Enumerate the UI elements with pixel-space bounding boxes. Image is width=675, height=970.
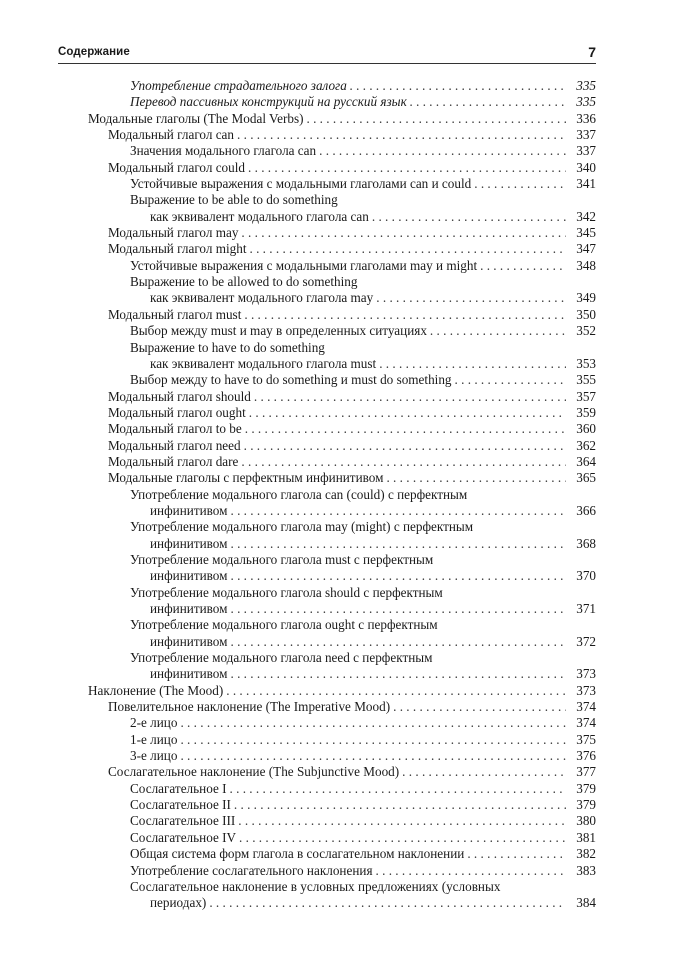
- toc-entry: [88, 503, 596, 519]
- toc-entry: [88, 111, 596, 127]
- dot-leader: [319, 143, 566, 159]
- toc-entry-page: 381: [576, 829, 596, 845]
- toc-entry-title: Наклонение (The Mood): [88, 682, 224, 698]
- toc-entry-title: Сослагательное II: [130, 797, 231, 813]
- toc-entry-page: 350: [576, 306, 596, 322]
- table-of-contents: [88, 78, 596, 912]
- toc-entry-page: 377: [576, 764, 596, 780]
- toc-entry-title: Модальный глагол to be: [108, 421, 242, 437]
- toc-entry-title: как эквивалент модального глагола must: [150, 355, 377, 371]
- toc-entry-title: Устойчивые выражения с модальными глаголами may и might: [130, 257, 478, 273]
- toc-entry-page: 376: [576, 748, 596, 764]
- dot-leader: [230, 536, 566, 552]
- toc-entry-page: 353: [576, 355, 596, 371]
- toc-entry-title: Сослагательное наклонение в условных предложениях (условных: [130, 878, 501, 894]
- toc-entry-page: 360: [576, 421, 596, 437]
- dot-leader: [180, 732, 566, 748]
- toc-entry-page: 368: [576, 535, 596, 551]
- dot-leader: [430, 323, 566, 339]
- toc-entry-page: 364: [576, 453, 596, 469]
- toc-entry: [88, 258, 596, 274]
- toc-entry-title: Употребление модального глагола ought с перфектным: [130, 617, 438, 633]
- dot-leader: [244, 438, 566, 454]
- toc-entry-title: Выражение to have to do something: [130, 339, 325, 355]
- dot-leader: [239, 830, 566, 846]
- toc-entry-page: 383: [576, 862, 596, 878]
- toc-entry-title: Сослагательное IV: [130, 829, 237, 845]
- dot-leader: [402, 764, 566, 780]
- dot-leader: [249, 241, 566, 257]
- toc-entry: [88, 813, 596, 829]
- toc-entry: [88, 340, 596, 356]
- dot-leader: [467, 846, 566, 862]
- toc-entry-page: 374: [576, 715, 596, 731]
- dot-leader: [245, 421, 566, 437]
- toc-entry-page: 341: [576, 176, 596, 192]
- toc-entry-title: Употребление страдательного залога: [130, 78, 347, 93]
- toc-entry-title: Употребление модального глагола should с перфектным: [130, 584, 443, 600]
- toc-entry-page: 373: [576, 682, 596, 698]
- dot-leader: [379, 356, 566, 372]
- dot-leader: [209, 895, 566, 911]
- toc-entry: [88, 519, 596, 535]
- toc-entry-page: 365: [576, 470, 596, 486]
- toc-entry-title: Употребление сослагательного наклонения: [130, 862, 373, 878]
- toc-entry-title: Модальный глагол can: [108, 127, 235, 143]
- toc-entry-title: инфинитивом: [150, 633, 228, 649]
- toc-entry-title: Сослагательное III: [130, 813, 236, 829]
- toc-entry-title: инфинитивом: [150, 666, 228, 682]
- toc-entry-title: Модальный глагол should: [108, 388, 251, 404]
- toc-entry: [88, 879, 596, 895]
- toc-entry-title: Модальный глагол might: [108, 241, 247, 257]
- toc-entry-page: 373: [576, 666, 596, 682]
- toc-entry: [88, 748, 596, 764]
- toc-entry-title: Модальные глаголы (The Modal Verbs): [88, 110, 304, 126]
- toc-entry: [88, 568, 596, 584]
- toc-entry: [88, 78, 596, 94]
- toc-entry-page: 382: [576, 846, 596, 862]
- dot-leader: [376, 290, 566, 306]
- toc-entry-title: как эквивалент модального глагола can: [150, 208, 369, 224]
- toc-entry: [88, 846, 596, 862]
- dot-leader: [254, 389, 566, 405]
- toc-entry-page: 359: [576, 404, 596, 420]
- dot-leader: [241, 225, 566, 241]
- toc-entry: [88, 421, 596, 437]
- toc-entry: [88, 323, 596, 339]
- toc-entry-title: Употребление модального глагола can (could) с перфектным: [130, 486, 468, 502]
- toc-entry-page: 372: [576, 633, 596, 649]
- toc-entry-title: Выбор между must и may в определенных ситуациях: [130, 323, 427, 339]
- dot-leader: [376, 863, 566, 879]
- toc-entry-title: инфинитивом: [150, 601, 228, 616]
- toc-entry: [88, 372, 596, 388]
- dot-leader: [306, 111, 566, 127]
- toc-entry: [88, 601, 596, 617]
- toc-entry-title: Употребление модального глагола may (might) с перфектным: [130, 519, 474, 535]
- toc-entry-title: Употребление модального глагола must с перфектным: [130, 551, 434, 567]
- toc-entry-page: 355: [576, 372, 596, 388]
- toc-entry: [88, 797, 596, 813]
- toc-entry-title: Модальный глагол must: [108, 306, 242, 322]
- toc-entry: [88, 650, 596, 666]
- toc-entry-title: Модальный глагол could: [108, 159, 246, 175]
- dot-leader: [393, 699, 566, 715]
- toc-entry-title: Перевод пассивных конструкций на русский язык: [130, 94, 407, 110]
- page-number: 7: [588, 44, 596, 60]
- dot-leader: [230, 568, 566, 584]
- toc-entry-title: Модальный глагол need: [108, 437, 241, 453]
- toc-entry-title: Выбор между to have to do something и must do something: [130, 372, 452, 388]
- toc-entry-page: 384: [576, 895, 596, 911]
- toc-entry: [88, 225, 596, 241]
- toc-entry-title: Модальный глагол dare: [108, 453, 239, 469]
- dot-leader: [455, 372, 566, 388]
- toc-entry-title: Модальные глаголы с перфектным инфинитивом: [108, 470, 384, 486]
- toc-entry-title: инфинитивом: [150, 502, 228, 518]
- toc-entry: [88, 617, 596, 633]
- toc-entry: [88, 732, 596, 748]
- toc-entry-page: 352: [576, 323, 596, 339]
- toc-entry-title: 2-е лицо: [130, 715, 178, 731]
- toc-entry-page: 336: [576, 110, 596, 126]
- toc-entry-title: Выражение to be allowed to do something: [130, 274, 358, 290]
- toc-entry-title: периодах): [150, 895, 207, 911]
- toc-entry: [88, 290, 596, 306]
- toc-entry: [88, 143, 596, 159]
- dot-leader: [180, 715, 566, 731]
- toc-entry: [88, 405, 596, 421]
- toc-entry-page: 345: [576, 225, 596, 241]
- toc-entry-title: инфинитивом: [150, 568, 228, 584]
- toc-entry: [88, 176, 596, 192]
- toc-entry-title: 1-е лицо: [130, 731, 178, 747]
- toc-entry: [88, 683, 596, 699]
- dot-leader: [474, 176, 566, 192]
- toc-entry-title: Выражение to be able to do something: [130, 192, 338, 208]
- toc-entry-page: 357: [576, 388, 596, 404]
- toc-entry-title: Сослагательное наклонение (The Subjunctive Mood): [108, 764, 400, 780]
- toc-entry-title: Модальный глагол may: [108, 225, 239, 241]
- dot-leader: [241, 454, 566, 470]
- toc-entry-page: 379: [576, 797, 596, 813]
- toc-entry: [88, 666, 596, 682]
- toc-entry: [88, 470, 596, 486]
- toc-entry: [88, 209, 596, 225]
- toc-entry-title: 3-е лицо: [130, 748, 178, 764]
- dot-leader: [237, 127, 566, 143]
- toc-entry-title: Модальный глагол ought: [108, 404, 246, 420]
- dot-leader: [226, 683, 566, 699]
- dot-leader: [480, 258, 566, 274]
- toc-entry-page: 337: [576, 143, 596, 159]
- toc-entry: [88, 634, 596, 650]
- toc-entry: [88, 389, 596, 405]
- toc-entry: [88, 536, 596, 552]
- toc-entry-page: 335: [576, 94, 596, 110]
- dot-leader: [234, 797, 566, 813]
- toc-entry: [88, 274, 596, 290]
- toc-entry-page: 349: [576, 290, 596, 306]
- running-header-title: Содержание: [58, 46, 130, 58]
- dot-leader: [230, 781, 567, 797]
- toc-entry: [88, 699, 596, 715]
- dot-leader: [230, 601, 566, 617]
- toc-entry: [88, 781, 596, 797]
- toc-entry-page: 366: [576, 502, 596, 518]
- toc-entry-page: 370: [576, 568, 596, 584]
- header-rule: [58, 63, 596, 64]
- toc-entry: [88, 585, 596, 601]
- toc-entry-page: 362: [576, 437, 596, 453]
- toc-entry-title: Повелительное наклонение (The Imperative Mood): [108, 699, 391, 715]
- dot-leader: [248, 160, 566, 176]
- dot-leader: [230, 666, 566, 682]
- toc-entry-page: 371: [576, 601, 596, 616]
- toc-entry-page: 380: [576, 813, 596, 829]
- toc-entry-page: 348: [576, 257, 596, 273]
- toc-entry: [88, 356, 596, 372]
- dot-leader: [244, 307, 566, 323]
- dot-leader: [386, 470, 566, 486]
- toc-entry: [88, 487, 596, 503]
- toc-entry-page: 374: [576, 699, 596, 715]
- toc-entry: [88, 438, 596, 454]
- dot-leader: [350, 78, 566, 94]
- toc-entry-title: как эквивалент модального глагола may: [150, 290, 374, 306]
- toc-entry-title: Сослагательное I: [130, 780, 227, 796]
- toc-entry-title: Общая система форм глагола в сослагательном наклонении: [130, 846, 465, 862]
- toc-entry: [88, 830, 596, 846]
- toc-entry: [88, 160, 596, 176]
- running-header: [58, 44, 596, 62]
- toc-entry: [88, 94, 596, 110]
- toc-entry-page: 379: [576, 780, 596, 796]
- toc-entry-page: 342: [576, 208, 596, 224]
- toc-entry: [88, 895, 596, 911]
- toc-entry-page: 337: [576, 127, 596, 143]
- toc-entry: [88, 863, 596, 879]
- toc-entry: [88, 715, 596, 731]
- toc-entry-page: 347: [576, 241, 596, 257]
- dot-leader: [230, 634, 566, 650]
- dot-leader: [230, 503, 566, 519]
- toc-entry: [88, 454, 596, 470]
- toc-entry: [88, 307, 596, 323]
- toc-entry: [88, 127, 596, 143]
- dot-leader: [180, 748, 566, 764]
- toc-entry: [88, 764, 596, 780]
- toc-entry: [88, 241, 596, 257]
- toc-entry-title: инфинитивом: [150, 535, 228, 551]
- toc-entry-page: 340: [576, 159, 596, 175]
- dot-leader: [372, 209, 566, 225]
- toc-entry-title: Употребление модального глагола need с перфектным: [130, 650, 433, 666]
- toc-entry-page: 375: [576, 731, 596, 747]
- dot-leader: [238, 813, 566, 829]
- toc-entry: [88, 192, 596, 208]
- toc-entry-title: Значения модального глагола can: [130, 143, 317, 159]
- toc-entry-page: 335: [576, 78, 596, 93]
- dot-leader: [249, 405, 566, 421]
- toc-entry: [88, 552, 596, 568]
- toc-entry-title: Устойчивые выражения с модальными глаголами can и could: [130, 176, 472, 192]
- dot-leader: [410, 94, 566, 110]
